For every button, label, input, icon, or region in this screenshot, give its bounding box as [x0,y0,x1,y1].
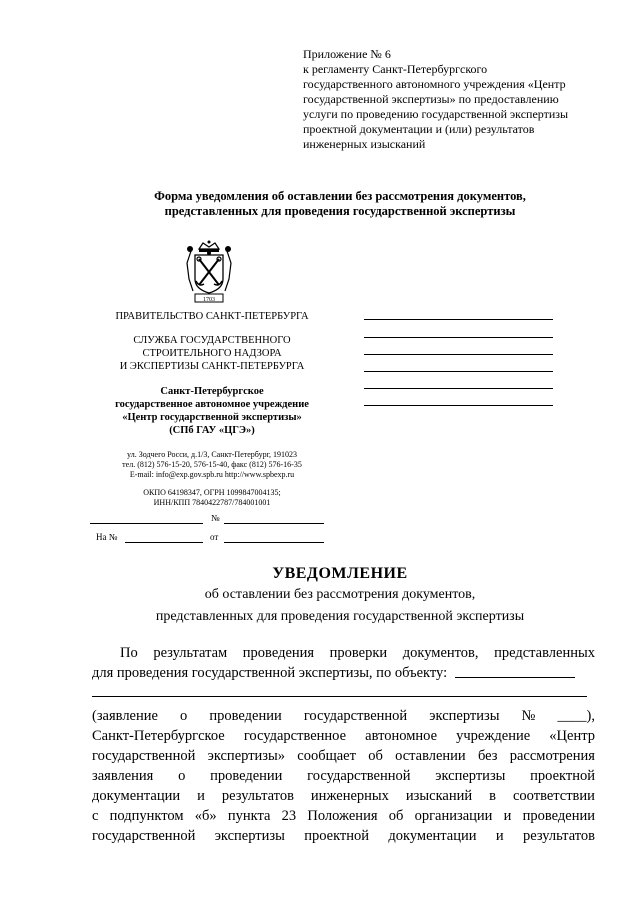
appendix-line: проектной документации и (или) результатов [303,122,535,136]
object-name-field-continued[interactable] [92,696,587,697]
word: № [521,708,536,724]
address-line: тел. (812) 576-15-20, 576-15-40, факс (812) 576-16-35 [122,460,302,469]
recipient-line[interactable] [364,337,553,338]
word: инженерных [310,788,389,804]
word: изысканий [405,788,473,804]
word: (заявление [92,708,158,724]
word: экспертизы» [207,748,286,764]
word: экспертизы [214,828,285,844]
service-line: СЛУЖБА ГОСУДАРСТВЕННОГО [133,335,291,346]
appendix-header [303,47,603,152]
notice-subtitle-line-2: представленных для проведения государственной экспертизы [155,609,525,624]
word: «Центр [549,728,595,744]
body-line [92,766,595,786]
outgoing-number-field[interactable] [224,523,324,524]
sender-block [92,310,332,508]
word: проведении [522,808,595,824]
service-line: И ЭКСПЕРТИЗЫ САНКТ-ПЕТЕРБУРГА [119,361,305,372]
appendix-line: государственной экспертизы» по предоставлению [303,92,559,106]
word: об [368,748,383,764]
recipient-line[interactable] [364,371,553,372]
word: соответствии [512,788,595,804]
word: с [92,808,99,824]
word: заявления [92,768,154,784]
on-number-label: На № [96,532,118,542]
word: и [503,808,512,824]
appendix-line: к регламенту Санкт-Петербургского [303,62,488,76]
word: государственной [92,748,196,764]
word: о [180,708,188,724]
word: «б» [194,808,217,824]
government-name: ПРАВИТЕЛЬСТВО САНКТ-ПЕТЕРБУРГА [115,311,309,322]
word: автономное [365,728,438,744]
from-label: от [210,532,219,542]
word: учреждение [456,728,531,744]
body-line [92,663,595,683]
object-label: для проведения государственной экспертизы, по объекту: [92,665,448,681]
spb-coat-of-arms-icon [181,239,237,305]
word: Положения [307,808,378,824]
word: По [120,645,138,661]
word: проектной [530,768,595,784]
word: документации [92,788,181,804]
word: 23 [281,808,297,824]
application-number-field[interactable]: ____), [557,708,595,724]
word: проверки [329,645,388,661]
word: государственной [307,768,411,784]
code-line: ИНН/КПП 7840422787/784001001 [153,498,271,507]
word: без [477,748,498,764]
word: документации [388,828,477,844]
appendix-line: государственного автономного учреждения «Центр [303,77,566,91]
word: государственной [303,708,408,724]
word: о [178,768,186,784]
service-line: СТРОИТЕЛЬНОГО НАДЗОРА [142,348,282,359]
body-line [92,726,595,746]
word: и [495,828,504,844]
word: подпунктом [109,808,184,824]
word: результатов [221,788,294,804]
appendix-line: Приложение № 6 [303,47,391,61]
outgoing-date-field[interactable] [90,523,203,524]
notice-subtitle [60,584,620,628]
word: представленных [494,645,595,661]
organization-address [92,450,332,480]
body-line [92,706,595,726]
form-title-line-2: представленных для проведения государственной экспертизы [164,204,516,218]
org-line: «Центр государственной экспертизы» [122,412,302,423]
organization-codes [92,488,332,508]
word: оставлении [395,748,466,764]
word: и [197,788,205,804]
organization-name [92,385,332,437]
emblem-year: 1703 [203,297,215,303]
number-sign: № [211,513,220,523]
word: сообщает [297,748,356,764]
word: экспертизы [435,768,506,784]
recipient-line[interactable] [364,405,553,406]
notice-subtitle-line-1: об оставлении без рассмотрения документов, [204,587,476,602]
recipient-line[interactable] [364,319,553,320]
code-line: ОКПО 64198347, ОГРН 1099847004135; [143,488,281,497]
incoming-date-field[interactable] [224,542,324,543]
body-paragraph-1 [92,643,595,683]
address-line: ул. Зодчего Росси, д.1/3, Санкт-Петербург, 191023 [127,450,297,459]
form-title [60,189,620,219]
service-name [92,334,332,373]
word: пункта [227,808,271,824]
recipient-line[interactable] [364,354,553,355]
word: проектной [304,828,370,844]
body-paragraph-2 [92,706,595,846]
body-line [92,786,595,806]
appendix-line: услуги по проведению государственной экспертизы [303,107,569,121]
notice-title: УВЕДОМЛЕНИЕ [272,565,408,582]
body-line [92,643,595,663]
address-line: E-mail: info@exp.gov.spb.ru http://www.spbexp.ru [129,470,295,479]
word: Санкт-Петербургское [92,728,225,744]
org-line: государственное автономное учреждение [115,399,309,410]
word: в [489,788,496,804]
word: проведении [210,768,283,784]
word: проведения [242,645,315,661]
body-line [92,746,595,766]
word: организации [414,808,493,824]
object-name-field[interactable] [455,663,575,678]
org-line: Санкт-Петербургское [160,386,264,397]
recipient-line[interactable] [364,388,553,389]
appendix-line: инженерных изысканий [303,137,426,151]
org-line: (СПб ГАУ «ЦГЭ») [169,425,255,436]
word: результатам [153,645,228,661]
incoming-number-field[interactable] [125,542,203,543]
word: проведении [209,708,282,724]
body-line [92,806,595,826]
form-title-line-1: Форма уведомления об оставлении без рассмотрения документов, [154,189,526,203]
word: государственное [243,728,347,744]
word: об [388,808,404,824]
word: государственной [92,828,196,844]
word: документов, [402,645,479,661]
body-line [92,826,595,846]
word: результатов [522,828,595,844]
word: экспертизы [429,708,500,724]
word: рассмотрения [509,748,595,764]
